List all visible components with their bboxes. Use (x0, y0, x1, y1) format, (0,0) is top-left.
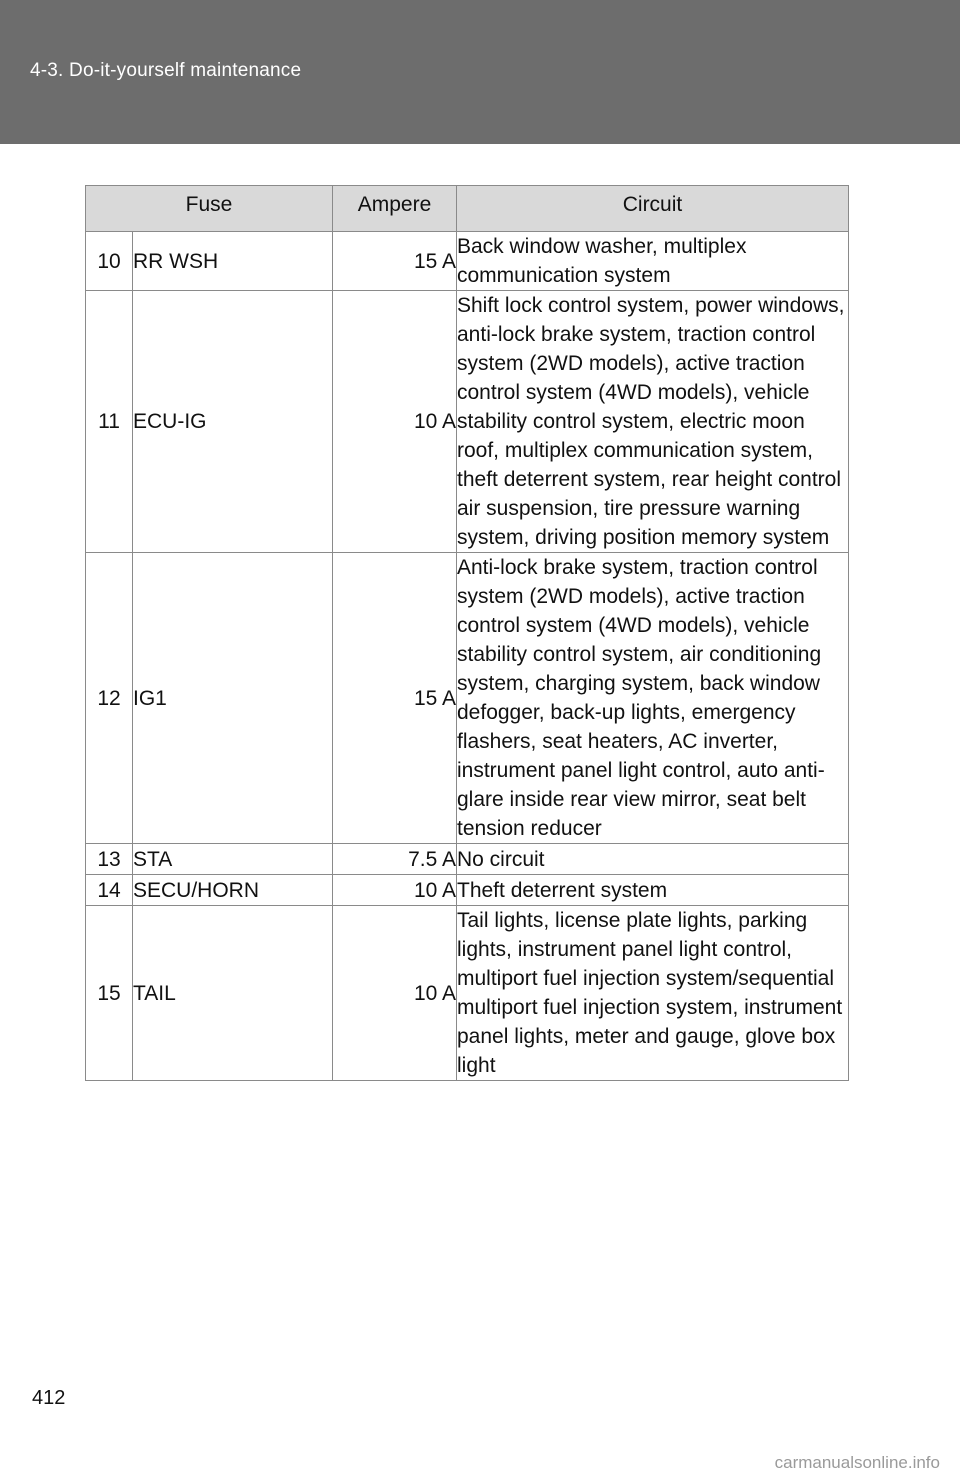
header-fuse: Fuse (86, 186, 333, 232)
section-title: 4-3. Do-it-yourself maintenance (30, 60, 302, 81)
fuse-number: 15 (86, 906, 133, 1081)
table-row (86, 553, 849, 844)
fuse-circuit: Theft deterrent system (457, 875, 849, 906)
page-number: 412 (32, 1387, 66, 1409)
table-header-row (86, 186, 849, 232)
fuse-ampere: 10 A (333, 875, 457, 906)
fuse-number: 14 (86, 875, 133, 906)
fuse-circuit: No circuit (457, 844, 849, 875)
fuse-ampere: 15 A (333, 232, 457, 291)
fuse-circuit: Back window washer, multiplex communication system (457, 232, 849, 291)
fuse-table (85, 185, 849, 1081)
fuse-name: RR WSH (133, 232, 333, 291)
fuse-name: IG1 (133, 553, 333, 844)
table-row (86, 875, 849, 906)
header-circuit: Circuit (457, 186, 849, 232)
fuse-name: STA (133, 844, 333, 875)
fuse-number: 10 (86, 232, 133, 291)
fuse-ampere: 7.5 A (333, 844, 457, 875)
table-row (86, 844, 849, 875)
fuse-circuit: Anti-lock brake system, traction control system (2WD models), active traction control system (4WD models), vehicle stability control system, air conditioning system, charging system, back window defogger, back-up lights, emergency flashers, seat heaters, AC inverter, instrument panel light control, auto anti-glare inside rear view mirror, seat belt tension reducer (457, 553, 849, 844)
fuse-number: 13 (86, 844, 133, 875)
fuse-number: 12 (86, 553, 133, 844)
fuse-name: TAIL (133, 906, 333, 1081)
fuse-ampere: 10 A (333, 291, 457, 553)
table-row (86, 291, 849, 553)
fuse-ampere: 15 A (333, 553, 457, 844)
table-row (86, 232, 849, 291)
fuse-number: 11 (86, 291, 133, 553)
fuse-name: SECU/HORN (133, 875, 333, 906)
fuse-circuit: Tail lights, license plate lights, parking lights, instrument panel light control, multiport fuel injection system/sequential multiport fuel injection system, instrument panel lights, meter and gauge, glove box light (457, 906, 849, 1081)
header-ampere: Ampere (333, 186, 457, 232)
header-band (0, 0, 960, 144)
watermark: carmanualsonline.info (774, 1453, 940, 1472)
fuse-circuit: Shift lock control system, power windows, anti-lock brake system, traction control system (2WD models), active traction control system (4WD models), vehicle stability control system, electric moon roof, multiplex communication system, theft deterrent system, rear height control air suspension, tire pressure warning system, driving position memory system (457, 291, 849, 553)
table-row (86, 906, 849, 1081)
fuse-ampere: 10 A (333, 906, 457, 1081)
fuse-name: ECU-IG (133, 291, 333, 553)
